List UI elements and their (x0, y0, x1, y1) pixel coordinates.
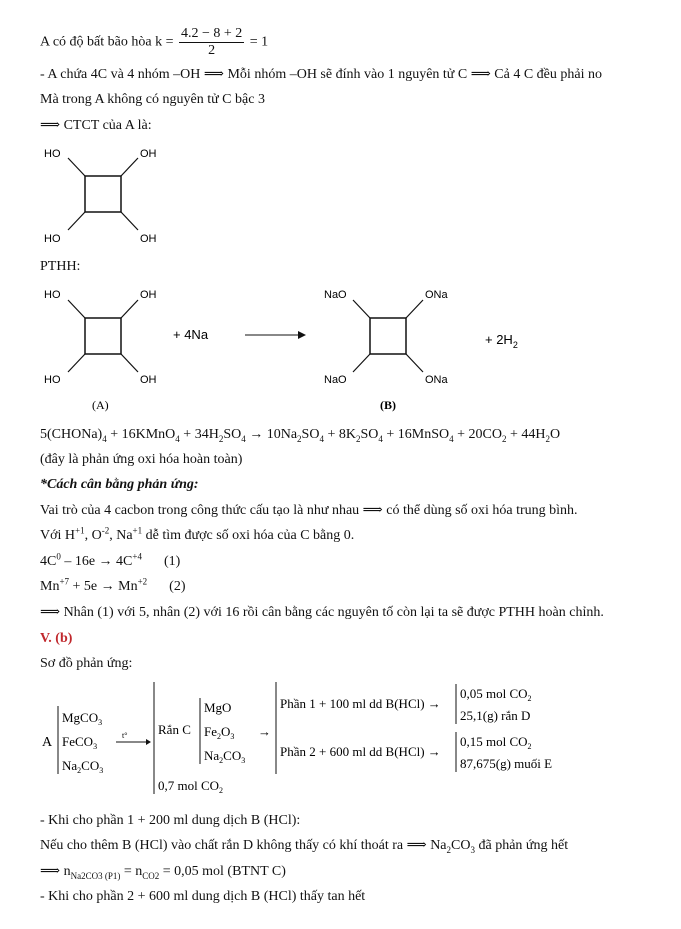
sup: +2 (137, 576, 148, 587)
bond (406, 300, 423, 318)
part-2: Phần 2 + 600 ml dd B(HCl) → (280, 744, 441, 759)
text: Nếu cho thêm B (HCl) vào chất rắn D không thấy có khí thoát ra ⟹ Na (40, 838, 447, 853)
text: = 0,05 mol (BTNT C) (159, 864, 286, 879)
section-v-heading: V. (b) (40, 631, 73, 646)
bond (68, 212, 85, 230)
t: 2 (219, 756, 224, 765)
text: + 5e → Mn (69, 579, 138, 594)
t: 3 (98, 718, 103, 727)
text: Mn (40, 579, 60, 594)
hydrogen-subscript: 2 (512, 340, 518, 350)
cyclobutane-ring (85, 176, 121, 212)
t: Na (204, 748, 220, 763)
eq-sub: 4 (175, 433, 180, 444)
t: 2 (527, 742, 532, 751)
oh-label: OH (140, 289, 157, 301)
na2co3-c (204, 748, 245, 765)
unsaturation-line (40, 26, 268, 59)
label-b: (B) (380, 398, 396, 412)
ran-c: Rắn C (158, 722, 191, 737)
reaction-number: (1) (163, 554, 181, 569)
t: O (221, 724, 231, 739)
reaction-arrow-head (298, 331, 306, 339)
text-line-16: - Khi cho phần 2 + 600 ml dung dịch B (HCl) thấy tan hết (40, 889, 366, 904)
sub: Na2CO3 (P1) (70, 870, 121, 881)
eq-sub: 2 (355, 433, 361, 444)
eq-sub: 2 (297, 433, 302, 444)
eq-part: O (549, 427, 561, 442)
t: 3 (230, 732, 235, 741)
text: dễ tìm được số oxi hóa của C bằng 0. (142, 528, 355, 543)
bond (353, 300, 370, 318)
t: MgCO (62, 710, 99, 725)
t: Na (62, 758, 78, 773)
t: 0,7 mol CO (158, 778, 220, 793)
part-1: Phần 1 + 100 ml dd B(HCl) → (280, 696, 441, 711)
fe2o3 (204, 724, 234, 741)
result-2: 25,1(g) rắn D (460, 708, 531, 723)
half-reaction-2 (40, 578, 186, 596)
structure-a-diagram (40, 142, 180, 250)
heat-label: t° (122, 731, 128, 740)
bond (68, 158, 85, 176)
text: Với H (40, 528, 76, 543)
ho-label: HO (44, 233, 61, 245)
eq-sub: 4 (241, 433, 246, 444)
text: 4C (40, 554, 57, 569)
co2-amount (158, 778, 223, 795)
eq-part: + 16KMnO (106, 427, 176, 442)
eq-sub: 2 (501, 433, 507, 444)
eq-part: + 16MnSO (382, 427, 450, 442)
t: 2 (219, 786, 224, 795)
bond (68, 354, 85, 372)
text: , O (84, 528, 102, 543)
oh-label: OH (140, 374, 157, 386)
text: = n (120, 864, 143, 879)
reaction-scheme (40, 678, 650, 800)
ring-b (370, 318, 406, 354)
t: CO (81, 758, 100, 773)
nao-label: NaO (324, 374, 347, 386)
eq-sub: 4 (319, 433, 324, 444)
label-a: (A) (92, 398, 109, 412)
eq-sub: 4 (378, 433, 383, 444)
text-line-14 (40, 837, 568, 855)
unsaturation-result: = 1 (246, 34, 269, 50)
text: , Na (109, 528, 133, 543)
fraction-denominator: 2 (208, 43, 216, 58)
eq-part: → 10Na (245, 427, 298, 442)
sub: CO2 (142, 870, 160, 881)
result-3 (460, 734, 532, 751)
t: Fe (204, 724, 217, 739)
ho-label: HO (44, 148, 61, 160)
t: 0,15 mol CO (460, 734, 528, 749)
text-line-6: (đây là phản ứng oxi hóa hoàn toàn) (40, 452, 243, 467)
text: – 16e → 4C (60, 554, 133, 569)
sub: 3 (470, 844, 475, 855)
t: CO (223, 748, 242, 763)
sup: 0 (56, 551, 61, 562)
bond (121, 354, 138, 372)
oh-label: OH (140, 148, 157, 160)
eq-part: + 20CO (453, 427, 502, 442)
sup: +1 (75, 525, 85, 536)
mgco3 (62, 710, 102, 727)
t: 3 (99, 766, 104, 775)
na2co3 (62, 758, 103, 775)
t: 2 (527, 694, 532, 703)
eq-part: SO (360, 427, 379, 442)
t: 3 (93, 742, 98, 751)
redox-equation (40, 426, 560, 444)
sup: -2 (101, 525, 110, 536)
hydrogen-text: + 2H (485, 332, 513, 347)
text-line-4: ⟹ CTCT của A là: (40, 118, 152, 133)
t: 3 (241, 756, 246, 765)
ona-label: ONa (425, 374, 448, 386)
text-line-pthh: PTHH: (40, 259, 81, 274)
text: đã phản ứng hết (474, 838, 569, 853)
t: 2 (77, 766, 82, 775)
result-1 (460, 686, 532, 703)
oh-label: OH (140, 233, 157, 245)
sub: 2 (446, 844, 452, 855)
eq-part: 5(CHONa) (40, 427, 103, 442)
ho-label: HO (44, 289, 61, 301)
eq-sub: 4 (102, 433, 107, 444)
arrow-c: → (258, 724, 271, 739)
feco3 (62, 734, 97, 751)
eq-part: SO (301, 427, 320, 442)
result-4: 87,675(g) muối E (460, 756, 553, 771)
t: 0,05 mol CO (460, 686, 528, 701)
oxidation-state-line (40, 527, 354, 545)
eq-part: + 34H (179, 427, 219, 442)
bond (68, 300, 85, 318)
half-reaction-1 (40, 553, 180, 571)
text-line-2: - A chứa 4C và 4 nhóm –OH ⟹ Mỗi nhóm –OH sẽ đính vào 1 nguyên tử C ⟹ Cả 4 C đều phải no (40, 67, 602, 82)
nao-label: NaO (324, 289, 347, 301)
text-line-3: Mà trong A không có nguyên tử C bậc 3 (40, 92, 265, 107)
reaction-number: (2) (169, 579, 186, 594)
text-line-12: Sơ đồ phản ứng: (40, 656, 133, 671)
sup: +1 (132, 525, 143, 536)
text-line-13: - Khi cho phần 1 + 200 ml dung dịch B (HCl): (40, 813, 301, 828)
reaction-diagram (40, 282, 600, 414)
scheme-a: A (42, 735, 53, 750)
text: CO (451, 838, 471, 853)
text-line-8: Vai trò của 4 cacbon trong công thức cấu tạo là như nhau ⟹ có thể dùng số oxi hóa trung bình. (40, 503, 578, 518)
mgo: MgO (204, 700, 232, 715)
sup: +4 (132, 551, 142, 562)
t: FeCO (62, 734, 94, 749)
unsaturation-text: A có độ bất bão hòa k = (40, 34, 177, 50)
bond (353, 354, 370, 372)
bond (121, 212, 138, 230)
eq-sub: 4 (449, 433, 454, 444)
eq-sub: 2 (218, 433, 224, 444)
eq-sub: 2 (545, 433, 550, 444)
bond (121, 158, 138, 176)
balancing-heading: *Cách cân bằng phản ứng: (40, 477, 199, 492)
sup: +7 (59, 576, 70, 587)
text: ⟹ n (40, 864, 71, 879)
arrow-head (146, 739, 151, 745)
t: 2 (217, 732, 221, 741)
sodium-reagent: + 4Na (173, 327, 209, 342)
bond (121, 300, 138, 318)
text-line-15 (40, 863, 286, 881)
text-line-10: ⟹ Nhân (1) với 5, nhân (2) với 16 rồi cân bằng các nguyên tố còn lại ta sẽ được PTHH hoàn chỉnh. (40, 605, 604, 620)
ona-label: ONa (425, 289, 448, 301)
hydrogen-product (485, 332, 518, 350)
fraction (179, 26, 244, 59)
eq-part: + 8K (323, 427, 356, 442)
bond (406, 354, 423, 372)
fraction-numerator: 4.2 − 8 + 2 (180, 26, 243, 41)
ring-a (85, 318, 121, 354)
eq-part: SO (223, 427, 242, 442)
eq-part: + 44H (506, 427, 546, 442)
ho-label: HO (44, 374, 61, 386)
